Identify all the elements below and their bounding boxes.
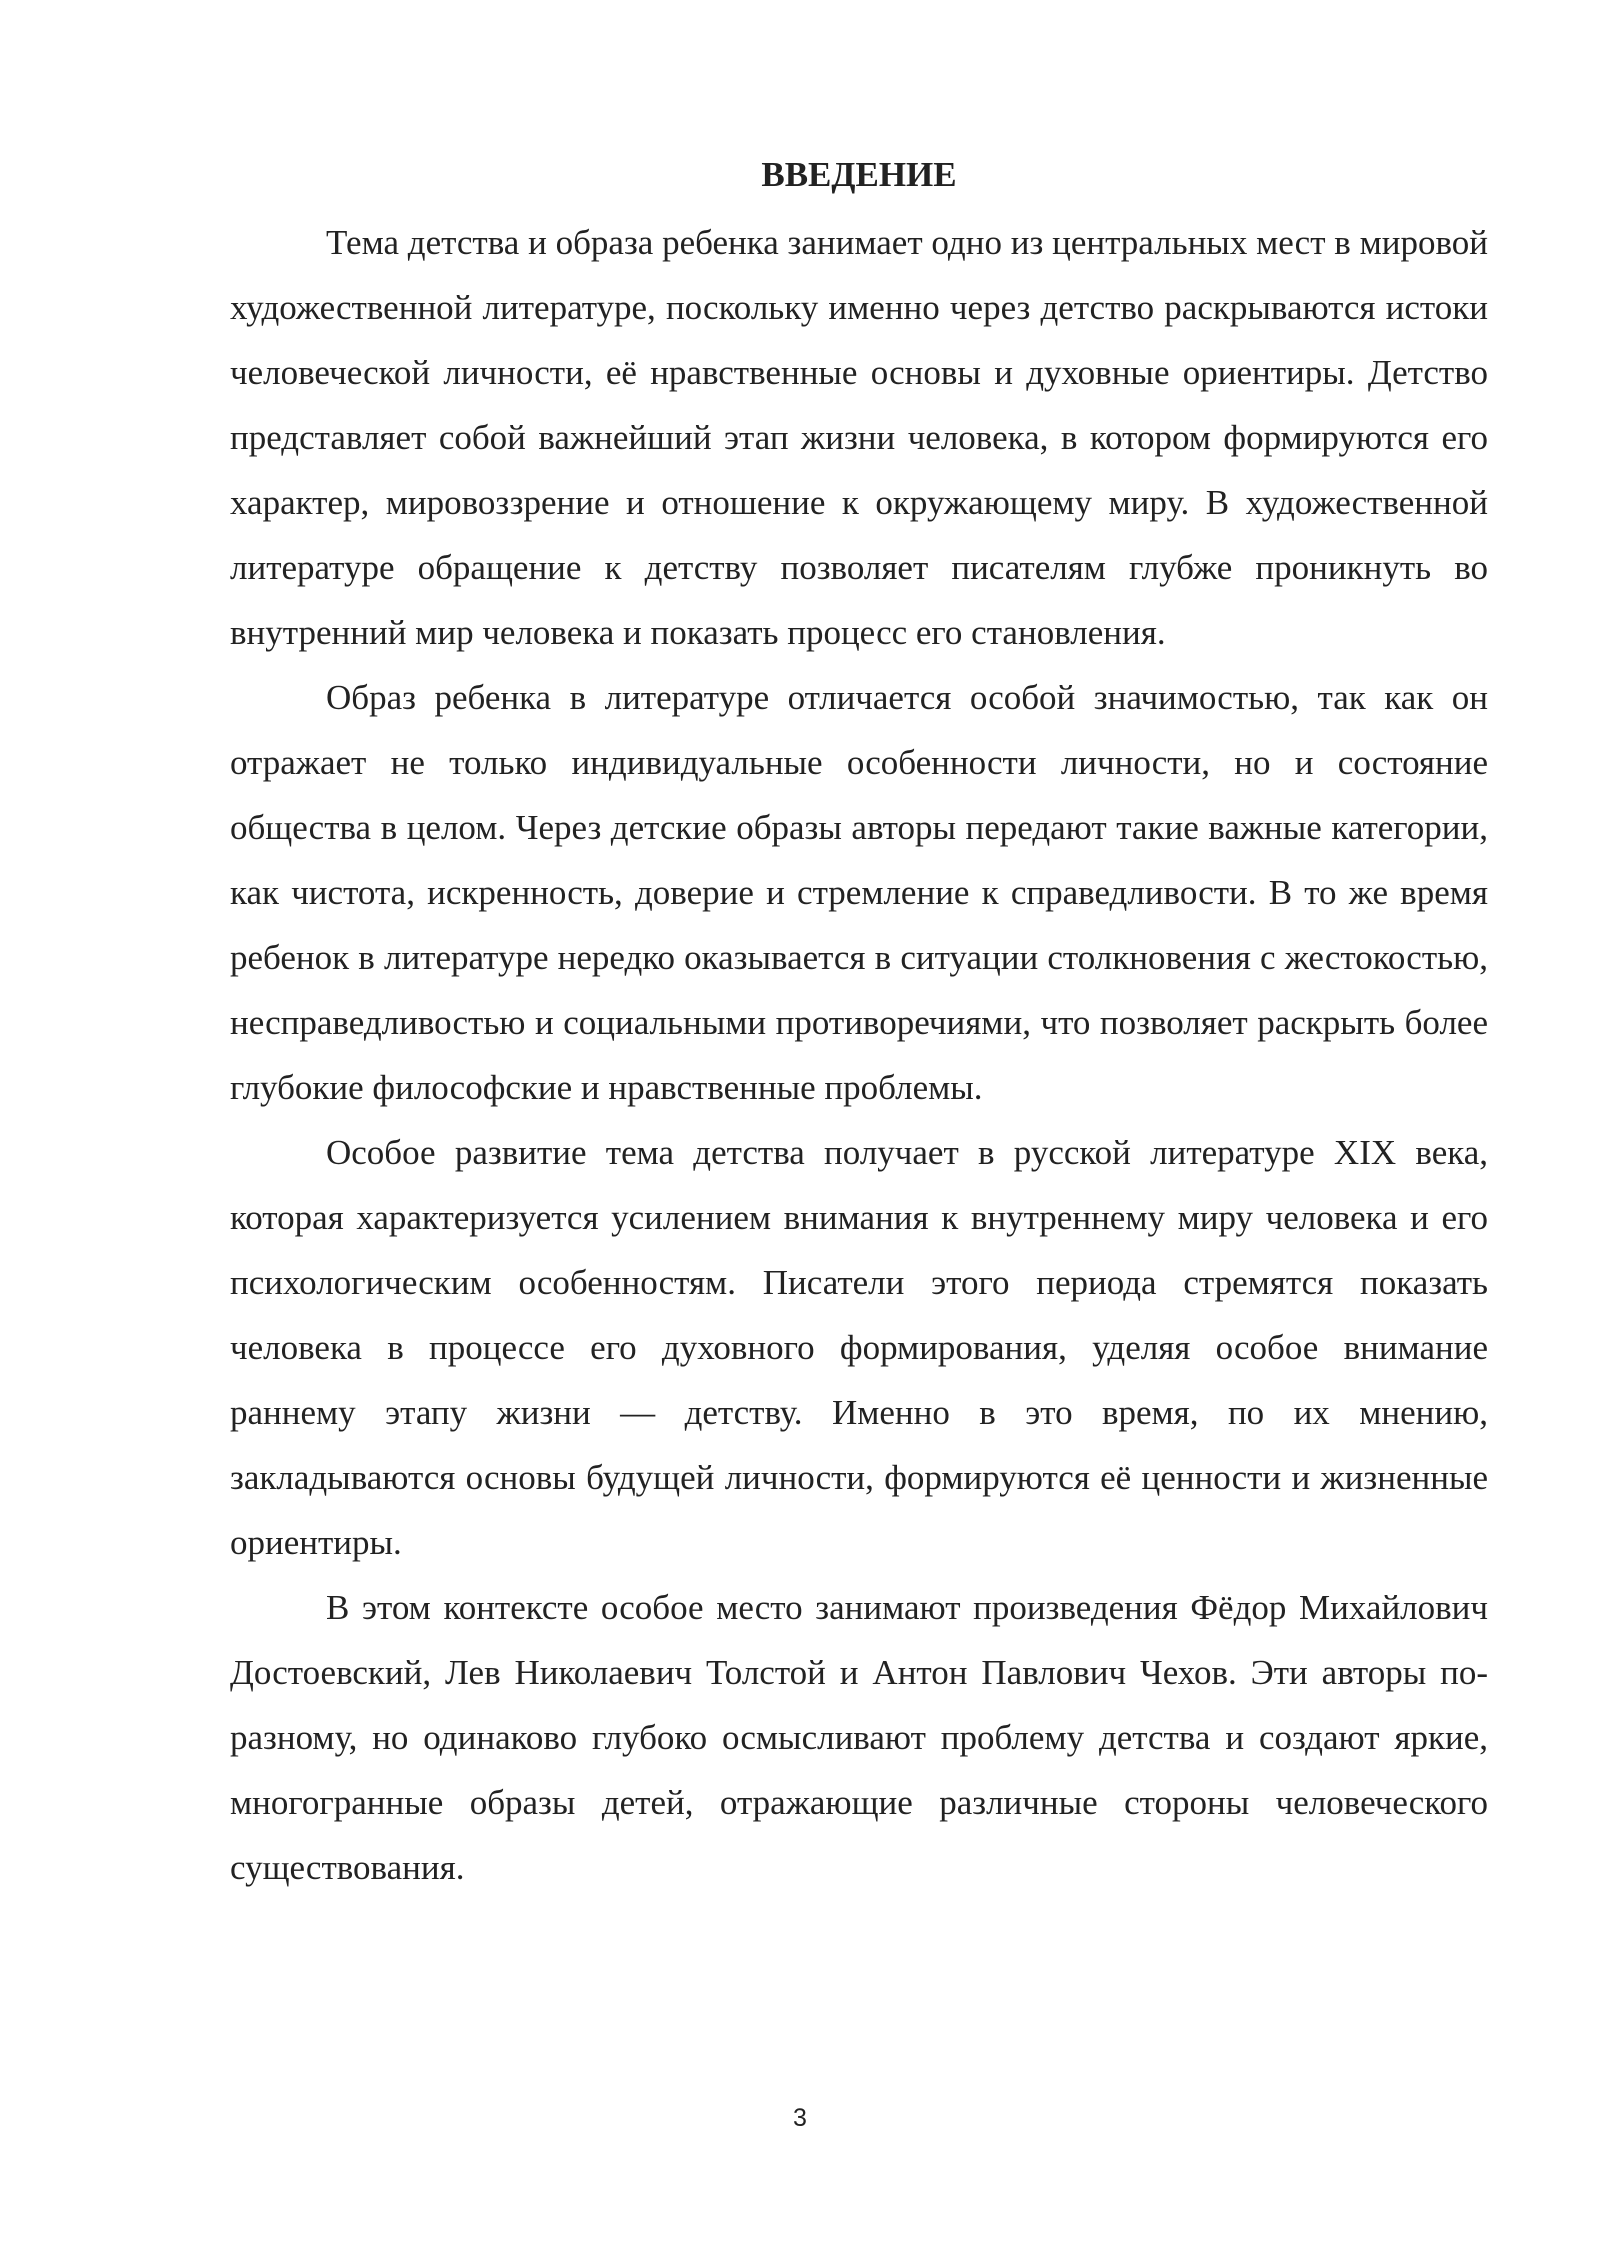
paragraph-2: Образ ребенка в литературе отличается особой значимостью, так как он отражает не только индивидуальные особенности личности, но и состояние общества в целом. Через детские образы авторы передают такие важные категории, как чистота, искренность, доверие и стремление к справедливости. В то же время ребенок в литературе нередко оказывается в ситуации столкновения с жестокостью, несправедливостью и социальными противоречиями, что позволяет раскрыть более глубокие философские и нравственные проблемы. bbox=[230, 678, 1488, 1107]
page-content bbox=[230, 150, 1488, 1900]
paragraph-3: Особое развитие тема детства получает в русской литературе XIX века, которая характеризуется усилением внимания к внутреннему миру человека и его психологическим особенностям. Писатели этого периода стремятся показать человека в процессе его духовного формирования, уделяя особое внимание раннему этапу жизни — детству. Именно в это время, по их мнению, закладываются основы будущей личности, формируются её ценности и жизненные ориентиры. bbox=[230, 1133, 1488, 1562]
section-heading: ВВЕДЕНИЕ bbox=[761, 155, 957, 194]
paragraph-1: Тема детства и образа ребенка занимает одно из центральных мест в мировой художественной литературе, поскольку именно через детство раскрываются истоки человеческой личности, её нравственные основы и духовные ориентиры. Детство представляет собой важнейший этап жизни человека, в котором формируются его характер, мировоззрение и отношение к окружающему миру. В художественной литературе обращение к детству позволяет писателям глубже проникнуть во внутренний мир человека и показать процесс его становления. bbox=[230, 223, 1488, 652]
paragraph-4: В этом контексте особое место занимают произведения Фёдор Михайлович Достоевский, Лев Николаевич Толстой и Антон Павлович Чехов. Эти авторы по-разному, но одинаково глубоко осмысливают проблему детства и создают яркие, многогранные образы детей, отражающие различные стороны человеческого существования. bbox=[230, 1588, 1488, 1887]
page-number: 3 bbox=[793, 2104, 807, 2132]
